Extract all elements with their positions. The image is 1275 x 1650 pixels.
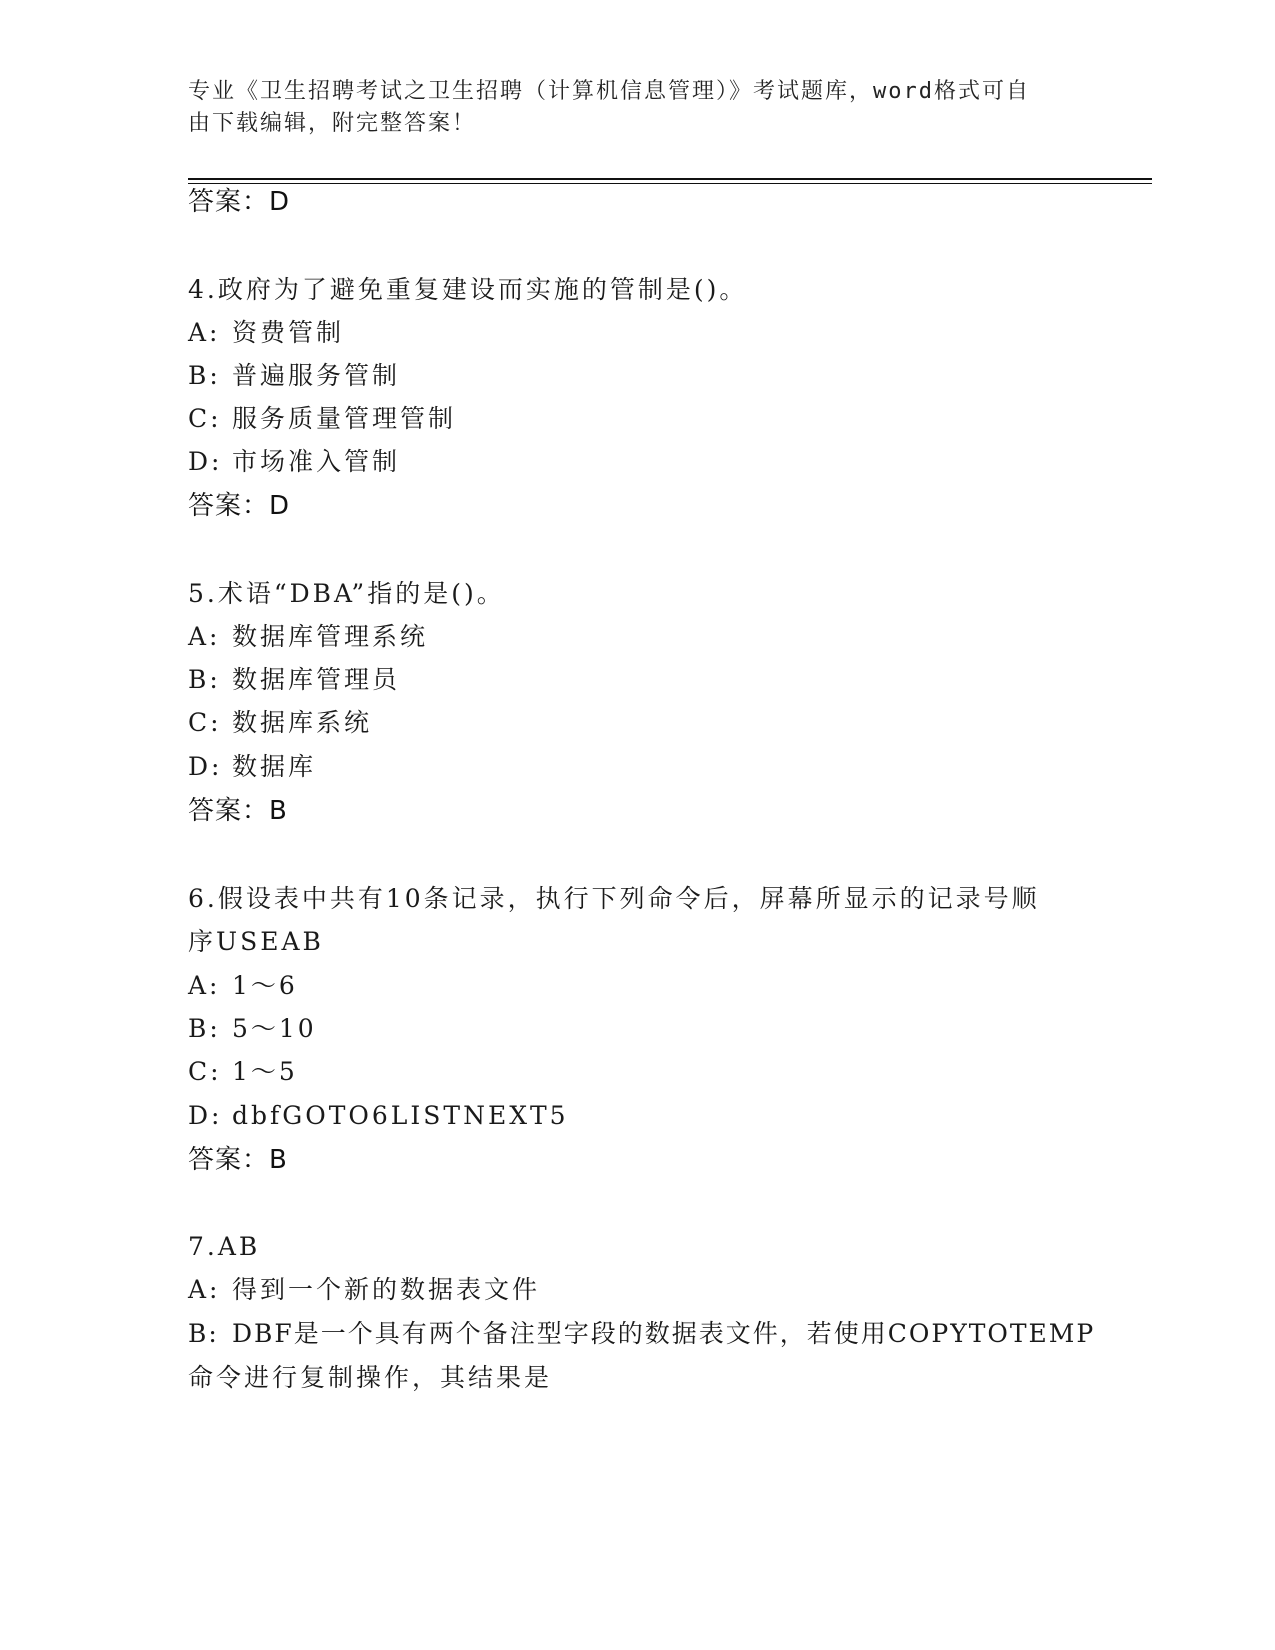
question-7-option-b-continuation: 命令进行复制操作，其结果是 <box>188 1363 553 1392</box>
question-4-text: 4.政府为了避免重复建设而实施的管制是()。 <box>188 275 748 304</box>
question-6-text-line-2: 序USEAB <box>188 927 324 956</box>
question-7-option-b: B: DBF是一个具有两个备注型字段的数据表文件，若使用COPYTOTEMP <box>188 1319 1096 1348</box>
header-divider-thin <box>188 183 1152 184</box>
question-5-option-c: C: 数据库系统 <box>188 708 373 737</box>
question-4-option-b: B: 普遍服务管制 <box>188 361 401 390</box>
answer-previous: 答案：D <box>188 187 291 217</box>
question-6-text-line-1: 6.假设表中共有10条记录，执行下列命令后，屏幕所显示的记录号顺 <box>188 884 1040 913</box>
question-6-option-c: C: 1～5 <box>188 1057 298 1086</box>
question-5-answer: 答案：B <box>188 796 288 826</box>
header-line-2: 由下载编辑，附完整答案！ <box>188 111 477 136</box>
header-line-1: 专业《卫生招聘考试之卫生招聘（计算机信息管理）》考试题库，word格式可自 <box>188 79 1030 104</box>
question-4-option-d: D: 市场准入管制 <box>188 447 401 476</box>
header-divider-thick <box>188 178 1152 180</box>
question-4-option-a: A: 资费管制 <box>188 318 345 347</box>
question-5-option-b: B: 数据库管理员 <box>188 665 401 694</box>
question-6-option-b: B: 5～10 <box>188 1014 317 1043</box>
question-5-option-d: D: 数据库 <box>188 752 317 781</box>
question-5-option-a: A: 数据库管理系统 <box>188 622 429 651</box>
question-4-option-c: C: 服务质量管理管制 <box>188 404 457 433</box>
question-6-option-a: A: 1～6 <box>188 971 298 1000</box>
document-header <box>188 76 1088 140</box>
question-7-text: 7.AB <box>188 1232 261 1261</box>
question-6-option-d: D: dbfGOTO6LISTNEXT5 <box>188 1101 569 1130</box>
question-4-answer: 答案：D <box>188 491 291 521</box>
question-5-text: 5.术语“DBA”指的是()。 <box>188 579 505 608</box>
question-7-option-a: A: 得到一个新的数据表文件 <box>188 1275 541 1304</box>
question-6-answer: 答案：B <box>188 1145 288 1175</box>
